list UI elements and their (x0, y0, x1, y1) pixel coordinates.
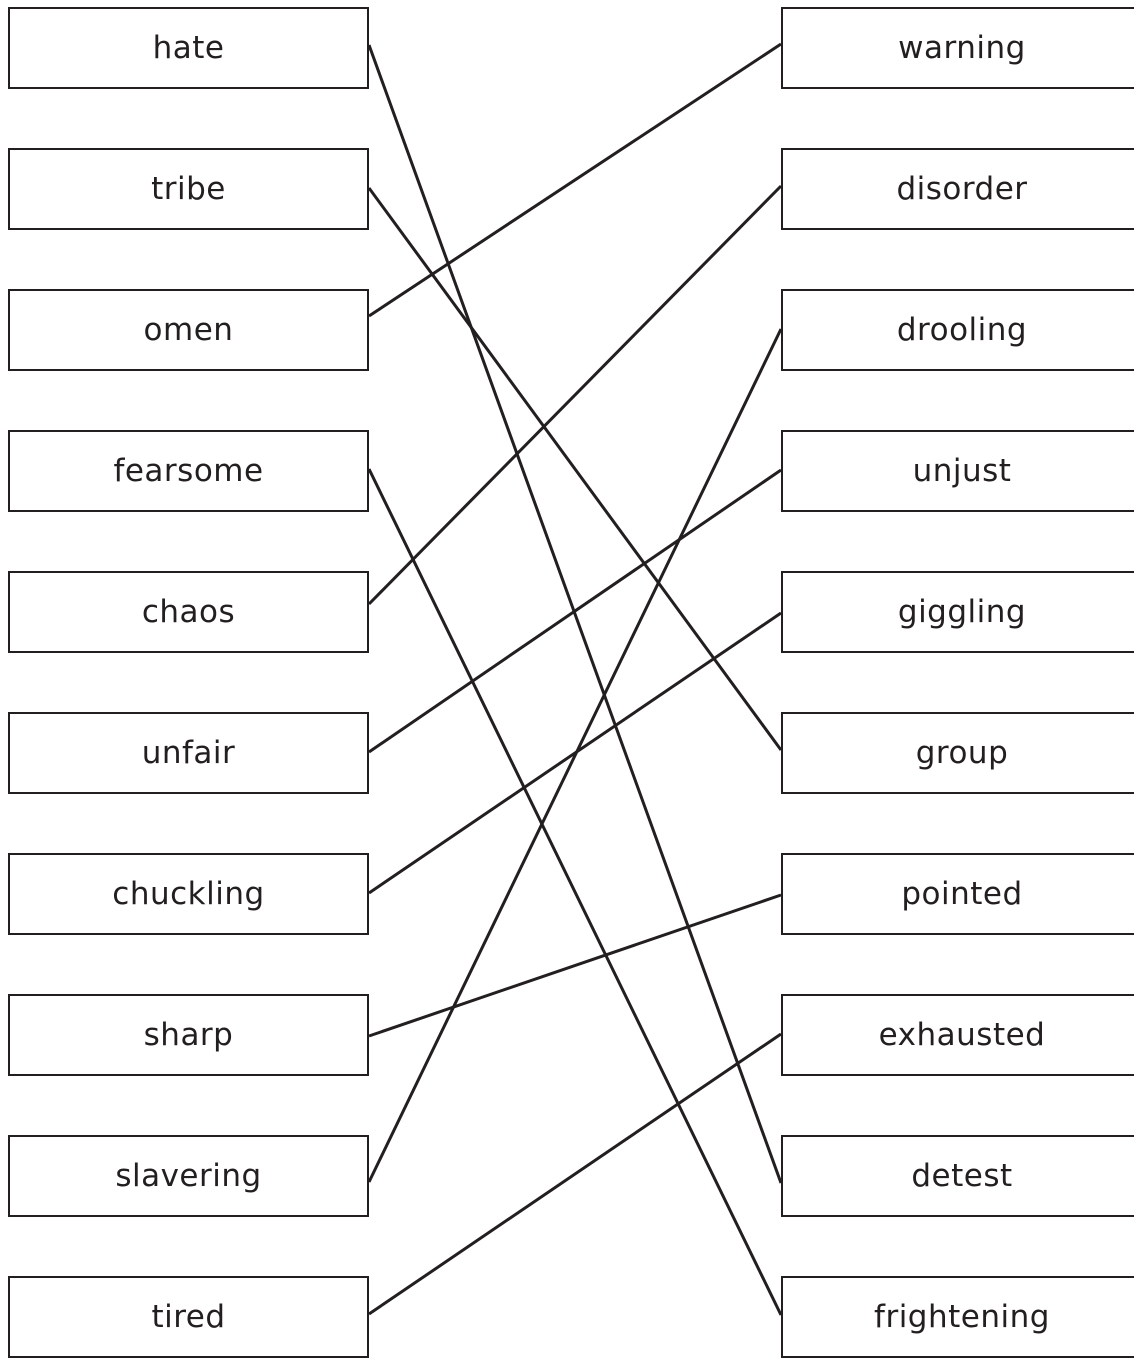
right-word-box: frightening (781, 1276, 1134, 1358)
left-word-box: unfair (8, 712, 369, 794)
right-word-box: unjust (781, 430, 1134, 512)
connector-line (369, 1034, 781, 1314)
left-word-box: omen (8, 289, 369, 371)
left-word-box: tribe (8, 148, 369, 230)
left-word-box: sharp (8, 994, 369, 1076)
connector-line (369, 329, 781, 1182)
connector-line (369, 44, 781, 316)
left-word-box: tired (8, 1276, 369, 1358)
right-word-box: exhausted (781, 994, 1134, 1076)
right-word-box: detest (781, 1135, 1134, 1217)
left-word-box: chaos (8, 571, 369, 653)
right-word-box: warning (781, 7, 1134, 89)
connector-line (369, 188, 781, 750)
left-word-box: hate (8, 7, 369, 89)
right-word-box: disorder (781, 148, 1134, 230)
connector-line (369, 470, 781, 752)
right-word-box: giggling (781, 571, 1134, 653)
left-word-box: fearsome (8, 430, 369, 512)
right-word-box: drooling (781, 289, 1134, 371)
left-word-box: chuckling (8, 853, 369, 935)
left-word-box: slavering (8, 1135, 369, 1217)
right-word-box: group (781, 712, 1134, 794)
connector-line (369, 469, 781, 1315)
right-word-box: pointed (781, 853, 1134, 935)
connector-line (369, 186, 781, 604)
connector-line (369, 45, 781, 1183)
